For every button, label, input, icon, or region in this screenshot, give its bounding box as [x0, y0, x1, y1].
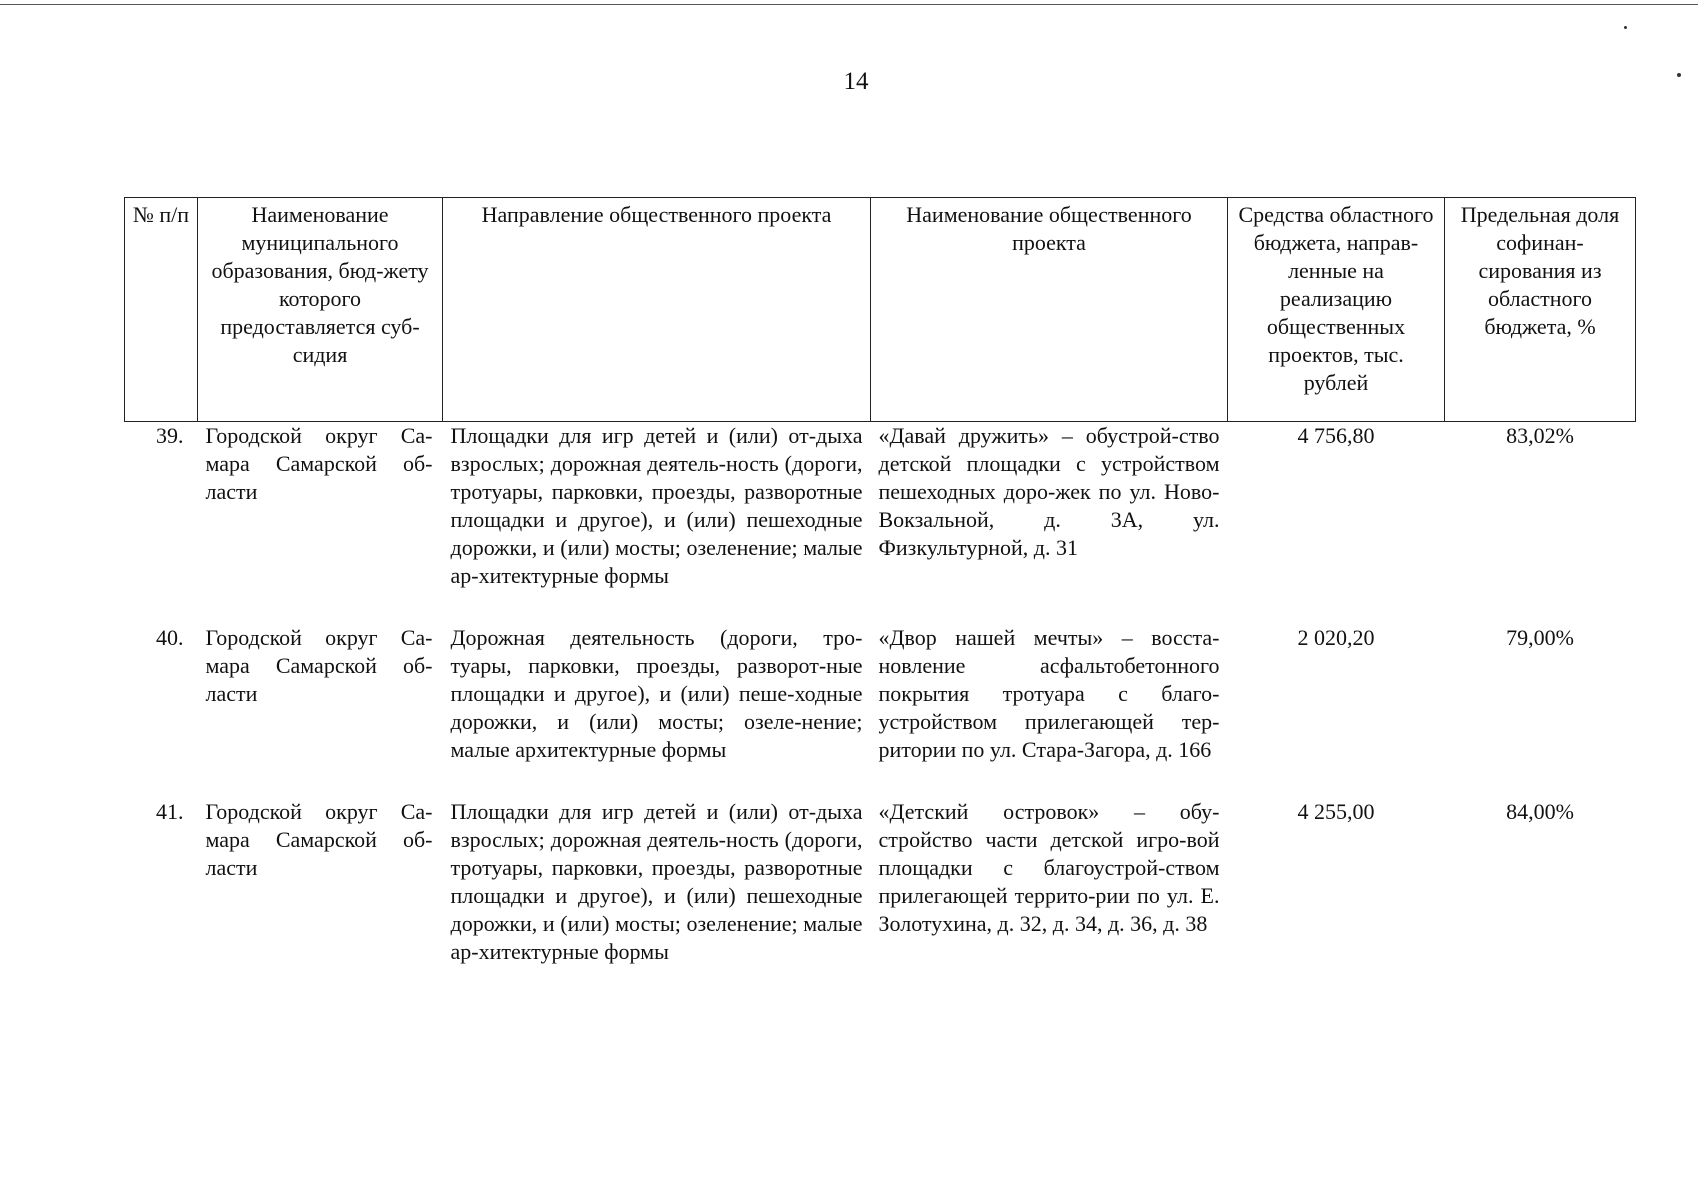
header-project-direction: Направление общественного проекта: [443, 198, 871, 422]
municipality-name: Городской округ Са-мара Самарской об-ласти: [205, 799, 433, 880]
table-header-row: [125, 198, 1636, 422]
table-body: [125, 422, 1636, 1001]
cofinancing-share: 84,00%: [1506, 799, 1574, 824]
municipality-name: Городской округ Са-мара Самарской об-ласти: [205, 625, 433, 706]
header-municipality: Наименование муниципального образования, бюд-жету которого предоставляется суб-сидия: [198, 198, 443, 422]
municipality-name: Городской округ Са-мара Самарской об-ласти: [205, 423, 433, 504]
scan-top-edge-line: [0, 4, 1698, 5]
table-header: [125, 198, 1636, 422]
scan-speck: [1624, 26, 1627, 29]
row-number: 40.: [156, 625, 184, 650]
header-budget-funds: Средства областного бюджета, направ-ленные на реализацию общественных проектов, тыс. рублей: [1228, 198, 1445, 422]
header-number: № п/п: [125, 198, 198, 422]
project-name: «Давай дружить» – обустрой-ство детской площадки с устройством пешеходных доро-жек по ул. Ново-Вокзальной, д. 3А, ул. Физкультурной, д. 31: [878, 423, 1220, 560]
budget-funds: 4 255,00: [1297, 799, 1375, 824]
cofinancing-share: 83,02%: [1506, 423, 1574, 448]
table-row: [125, 422, 1636, 625]
table-row: [125, 624, 1636, 798]
budget-funds: 2 020,20: [1297, 625, 1375, 650]
project-direction: Площадки для игр детей и (или) от-дыха взрослых; дорожная деятель-ность (дороги, тротуары, парковки, проезды, разворотные площадки и другое), и (или) пешеходные дорожки, и (или) мосты; озеленение; малые ар-хитектурные формы: [450, 423, 863, 588]
cofinancing-share: 79,00%: [1506, 625, 1574, 650]
row-number: 41.: [156, 799, 184, 824]
table-row: [125, 798, 1636, 1000]
page-number: 14: [843, 68, 869, 95]
header-cofinancing-share: Предельная доля софинан-сирования из областного бюджета, %: [1445, 198, 1636, 422]
project-direction: Площадки для игр детей и (или) от-дыха взрослых; дорожная деятель-ность (дороги, тротуары, парковки, проезды, разворотные площадки и другое), и (или) пешеходные дорожки, и (или) мосты; озеленение; малые ар-хитектурные формы: [450, 799, 863, 964]
project-name: «Двор нашей мечты» – восста-новление асфальтобетонного покрытия тротуара с благо-устройством прилегающей тер-ритории по ул. Стара-Загора, д. 166: [878, 625, 1220, 762]
project-direction: Дорожная деятельность (дороги, тро-туары, парковки, проезды, разворот-ные площадки и другое), и (или) пеше-ходные дорожки, и (или) мосты; озеле-нение; малые архитектурные формы: [450, 625, 863, 762]
row-number: 39.: [156, 423, 184, 448]
subsidy-projects-table: [124, 197, 1636, 1000]
project-name: «Детский островок» – обу-стройство части детской игро-вой площадки с благоустрой-ством прилегающей террито-рии по ул. Е. Золотухина, д. 32, д. 34, д. 36, д. 38: [878, 799, 1220, 936]
budget-funds: 4 756,80: [1297, 423, 1375, 448]
header-project-name: Наименование общественного проекта: [871, 198, 1228, 422]
